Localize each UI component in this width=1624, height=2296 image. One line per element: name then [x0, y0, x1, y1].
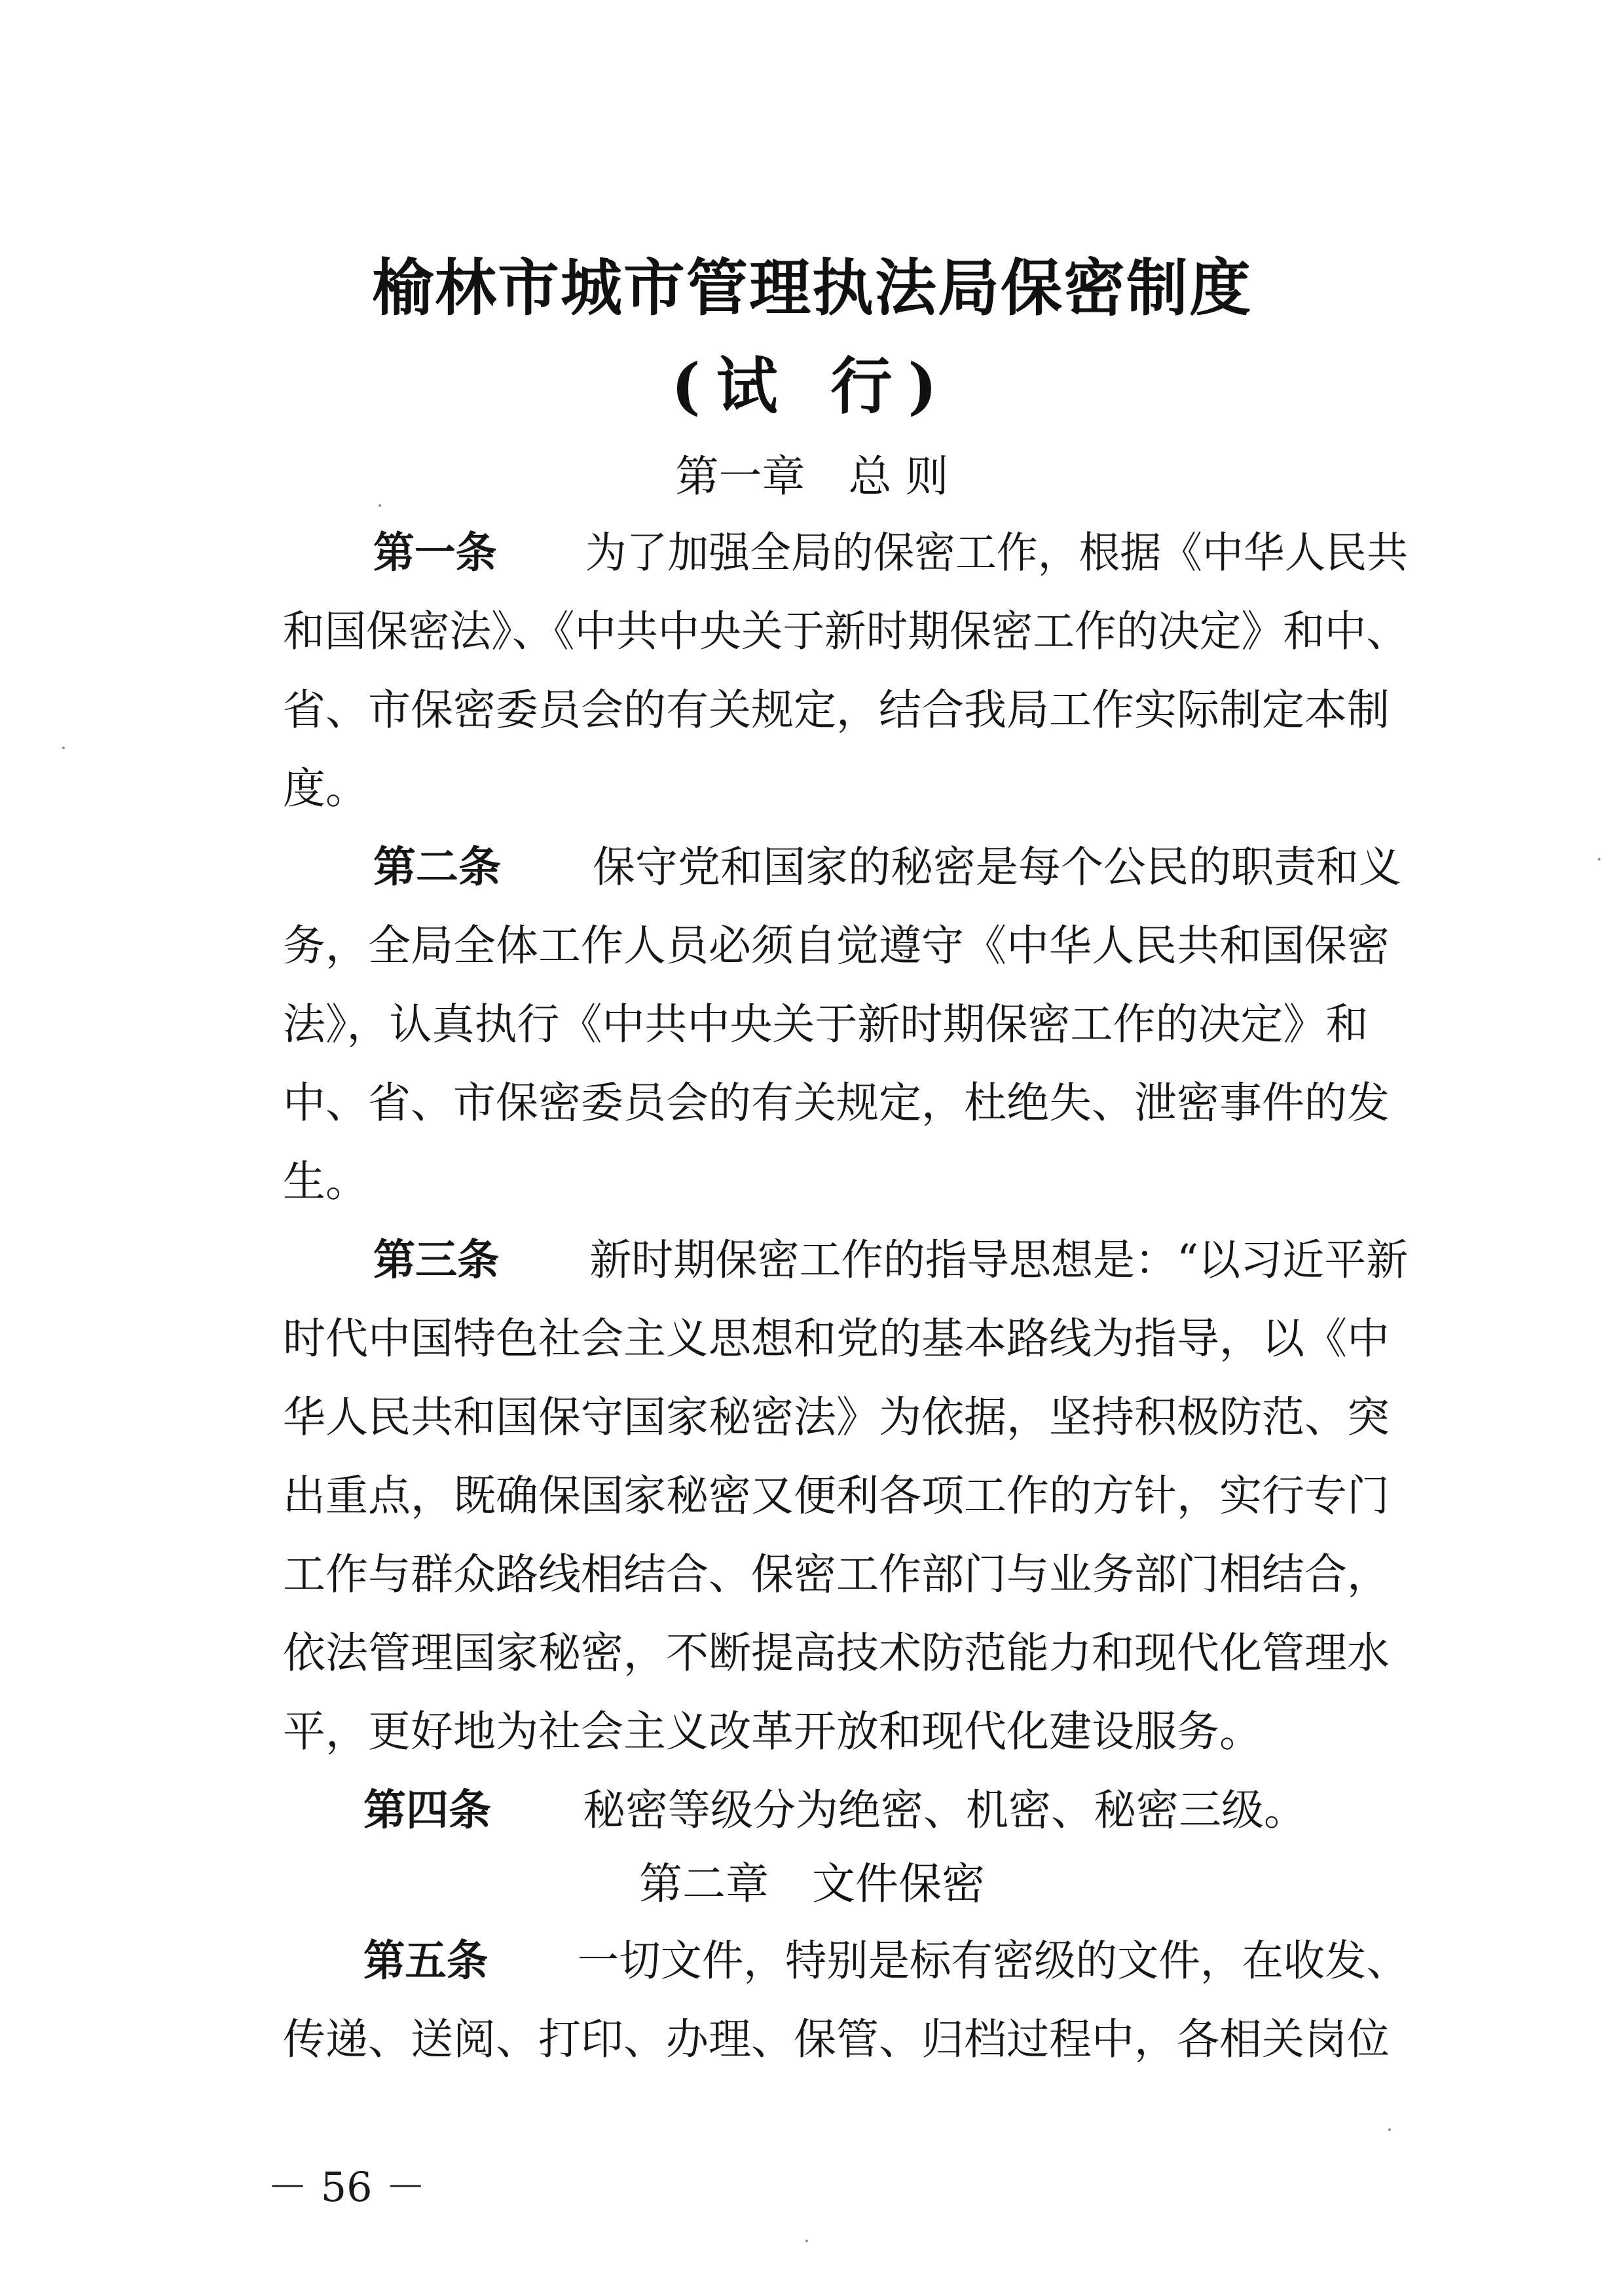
- article-label: 第五条: [363, 1936, 489, 1986]
- article-2-line-2: 务，全局全体工作人员必须自觉遵守《中华人民共和国保密: [283, 921, 1390, 971]
- article-label: 第四条: [363, 1786, 492, 1835]
- article-1-line-1: [373, 524, 1408, 583]
- article-2-line-4: 中、省、市保密委员会的有关规定，杜绝失、泄密事件的发: [283, 1079, 1390, 1128]
- article-3-line-5: 工作与群众路线相结合、保密工作部门与业务部门相结合，: [283, 1550, 1390, 1599]
- article-label: 第二条: [373, 843, 502, 892]
- article-4-line-1: [363, 1781, 1306, 1840]
- scan-speck: [378, 504, 381, 507]
- article-3-line-3: 华人民共和国保守国家秘密法》为依据，坚持积极防范、突: [283, 1393, 1390, 1442]
- article-3-line-7: 平，更好地为社会主义改革开放和现代化建设服务。: [283, 1707, 1263, 1756]
- article-text: 秘密等级分为绝密、机密、秘密三级。: [583, 1786, 1307, 1835]
- article-label: 第三条: [373, 1236, 500, 1285]
- document-title: 榆林市城市管理执法局保密制度: [371, 252, 1252, 324]
- article-text: 保守党和国家的秘密是每个公民的职责和义: [593, 843, 1402, 892]
- article-text: 一切文件，特别是标有密级的文件，在收发、: [577, 1936, 1408, 1986]
- article-1-line-3: 省、市保密委员会的有关规定，结合我局工作实际制定本制: [283, 686, 1390, 735]
- article-1-line-4: 度。: [283, 764, 369, 813]
- chapter-heading-2: [0, 1855, 1624, 1914]
- article-text: 新时期保密工作的指导思想是：“以习近平新: [589, 1236, 1409, 1285]
- article-3-line-4: 出重点，既确保国家秘密又便利各项工作的方针，实行专门: [283, 1472, 1390, 1521]
- article-3-line-2: 时代中国特色社会主义思想和党的基本路线为指导，以《中: [283, 1314, 1390, 1363]
- article-3-line-6: 依法管理国家秘密，不断提高技术防范能力和现代化管理水: [283, 1629, 1390, 1678]
- article-2-line-5: 生。: [283, 1157, 369, 1206]
- scan-speck: [1598, 858, 1600, 861]
- article-1-line-2: 和国保密法》、《中共中央关于新时期保密工作的决定》和中、: [283, 607, 1408, 656]
- chapter-name: 总 则: [848, 451, 949, 502]
- article-3-line-1: [373, 1231, 1408, 1290]
- article-2-line-1: [373, 838, 1401, 897]
- document-subtitle: (试 行): [671, 350, 953, 422]
- scan-speck: [805, 2240, 808, 2242]
- chapter-heading-1: [0, 447, 1624, 506]
- article-2-line-3: 法》，认真执行《中共中央关于新时期保密工作的决定》和: [283, 1000, 1369, 1049]
- chapter-name: 文件保密: [812, 1859, 985, 1909]
- chapter-number: 第一章: [675, 451, 805, 502]
- article-label: 第一条: [373, 528, 497, 578]
- article-5-line-1: [363, 1932, 1408, 1991]
- chapter-number: 第二章: [639, 1859, 769, 1909]
- article-text: 为了加强全局的保密工作，根据《中华人民共: [585, 528, 1409, 578]
- scan-speck: [1388, 2128, 1391, 2131]
- page-number: － 56 －: [267, 2163, 426, 2211]
- article-5-line-2: 传递、送阅、打印、办理、保管、归档过程中，各相关岗位: [283, 2015, 1390, 2064]
- scan-speck: [62, 747, 65, 749]
